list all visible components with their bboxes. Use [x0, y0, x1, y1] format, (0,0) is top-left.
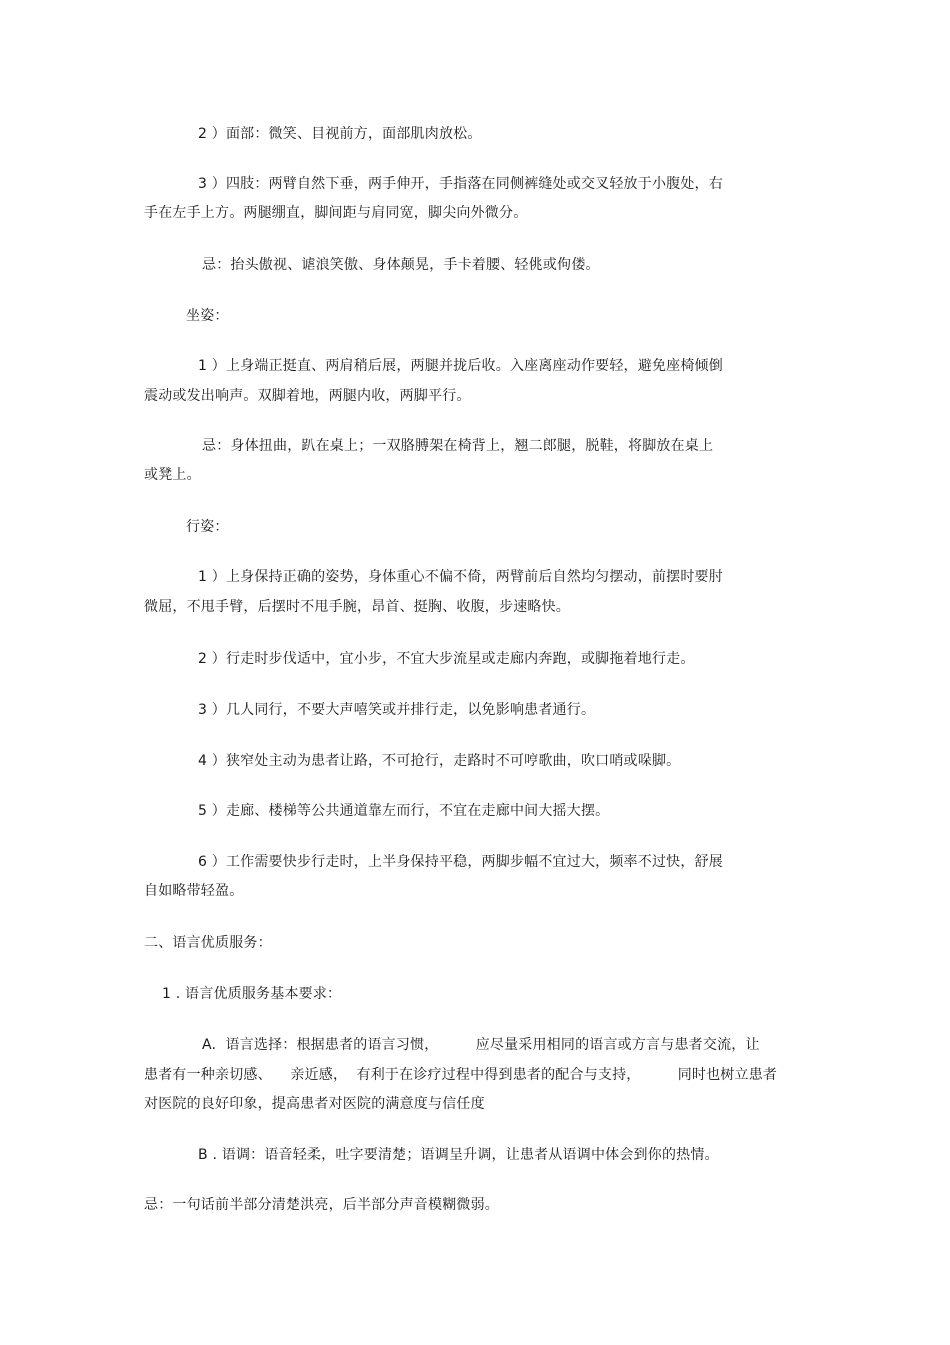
- text-line: B . 语调：语音轻柔，吐字要清楚；语调呈升调，让患者从语调中体会到你的热情。: [198, 1147, 719, 1163]
- text-line: 1 ）上身保持正确的姿势，身体重心不偏不倚，两臂前后自然均匀摆动，前摆时要肘: [198, 569, 723, 585]
- text-line: 忌：一句话前半部分清楚洪亮，后半部分声音模糊微弱。: [144, 1197, 499, 1213]
- section-heading: 行姿：: [186, 519, 229, 535]
- subsection-heading: 1 . 语言优质服务基本要求：: [162, 986, 342, 1002]
- text-line: 或凳上。: [144, 467, 201, 483]
- text-line: 3 ）四肢：两臂自然下垂，两手伸开，手指落在同侧裤缝处或交叉轻放于小腹处，右: [198, 176, 723, 192]
- section-heading: 坐姿：: [186, 308, 229, 324]
- text-line: 2 ）面部：微笑、目视前方，面部肌肉放松。: [198, 126, 482, 142]
- text-line: 忌：身体扭曲，趴在桌上；一双胳膊架在椅背上，翘二郎腿，脱鞋，将脚放在桌上: [202, 438, 714, 454]
- text-line: 手在左手上方。两腿绷直，脚间距与肩同宽，脚尖向外微分。: [144, 205, 528, 221]
- text-line: 2 ）行走时步伐适中，宜小步，不宜大步流星或走廊内奔跑，或脚拖着地行走。: [198, 651, 695, 667]
- text-line: 6 ）工作需要快步行走时，上半身保持平稳，两脚步幅不宜过大，频率不过快，舒展: [198, 854, 723, 870]
- text-line: 对医院的良好印象，提高患者对医院的满意度与信任度: [144, 1096, 485, 1112]
- text-line: 患者有一种亲切感、 亲近感， 有利于在诊疗过程中得到患者的配合与支持， 同时也树立患者: [144, 1067, 778, 1083]
- text-line: 微屈，不甩手臂，后摆时不甩手腕，昂首、挺胸、收腹，步速略快。: [144, 599, 570, 615]
- text-line: 3 ）几人同行，不要大声嘻笑或并排行走，以免影响患者通行。: [198, 702, 596, 718]
- text-line: 4 ）狭窄处主动为患者让路，不可抢行，走路时不可哼歌曲，吹口哨或哚脚。: [198, 753, 681, 769]
- text-line: 1 ）上身端正挺直、两肩稍后展，两腿并拢后收。入座离座动作要轻，避免座椅倾倒: [198, 358, 723, 374]
- text-line: 震动或发出响声。双脚着地，两腿内收，两脚平行。: [144, 388, 471, 404]
- section-heading: 二、语言优质服务：: [144, 935, 272, 951]
- text-line: A. 语言选择：根据患者的语言习惯， 应尽量采用相同的语言或方言与患者交流，让: [202, 1037, 760, 1053]
- text-line: 5 ）走廊、楼梯等公共通道靠左而行，不宜在走廊中间大摇大摆。: [198, 803, 610, 819]
- text-line: 自如略带轻盈。: [144, 883, 244, 899]
- text-line: 忌：抬头傲视、谑浪笑傲、身体颠晃，手卡着腰、轻佻或佝偻。: [202, 257, 600, 273]
